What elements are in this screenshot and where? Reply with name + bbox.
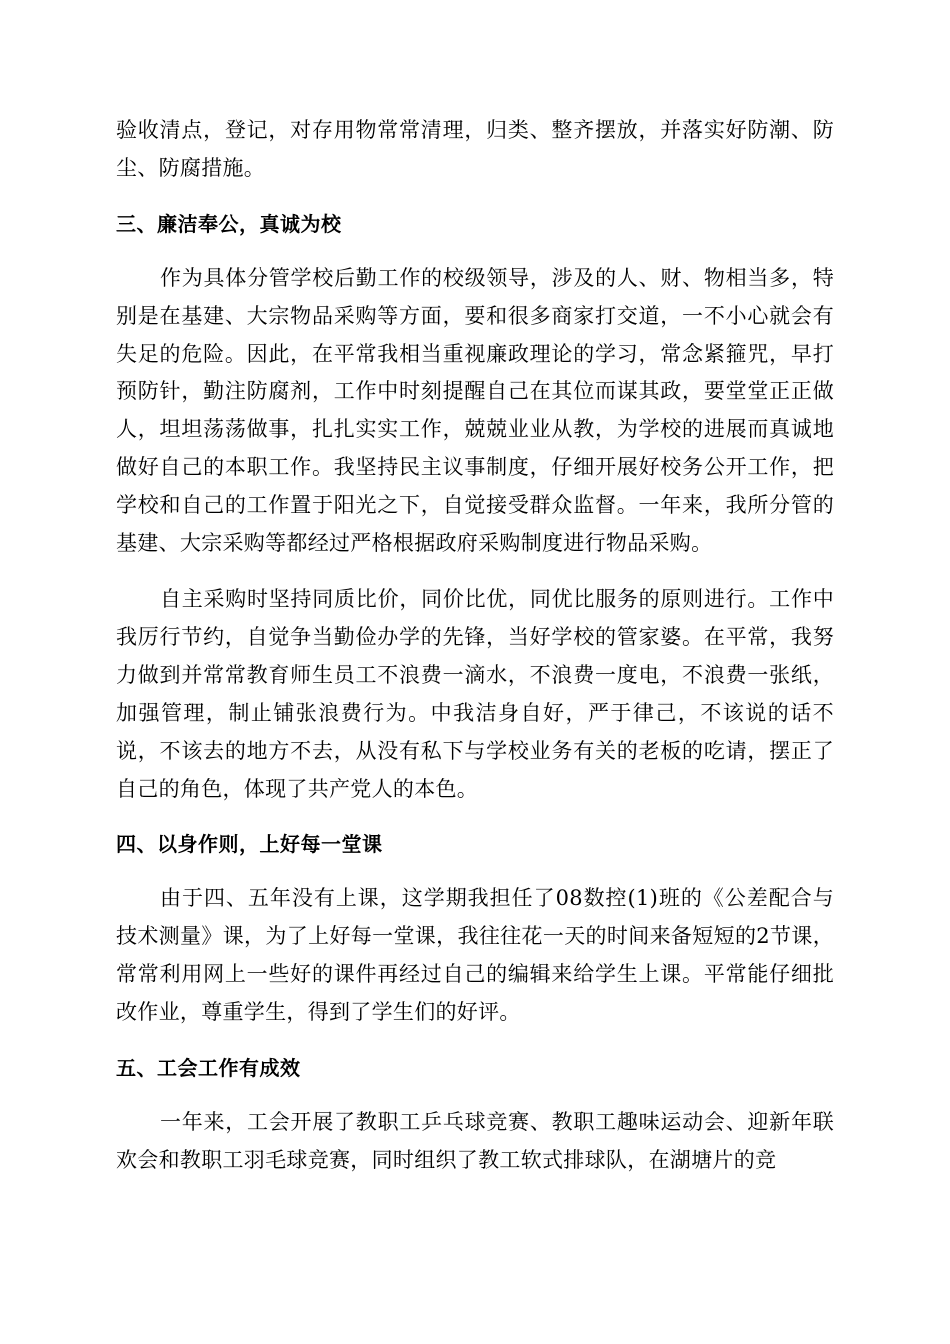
section-heading-union: 五、工会工作有成效 <box>116 1055 301 1080</box>
paragraph-union-activities: 一年来，工会开展了教职工乒乓球竞赛、教职工趣味运动会、迎新年联欢会和教职工羽毛球竞赛，同时组织了教工软式排球队，在湖塘片的竞 <box>116 1109 834 1172</box>
document-body <box>116 112 834 1180</box>
paragraph-storage-management: 验收清点，登记，对存用物常常清理，归类、整齐摆放，并落实好防潮、防尘、防腐措施。 <box>116 118 834 180</box>
section-heading-teaching: 四、以身作则，上好每一堂课 <box>116 832 383 857</box>
paragraph-integrity-study: 作为具体分管学校后勤工作的校级领导，涉及的人、财、物相当多，特别是在基建、大宗物品采购等方面，要和很多商家打交道，一不小心就会有失足的危险。因此，在平常我相当重视廉政理论的学习，常念紧箍咒，早打预防针，勤注防腐剂，工作中时刻提醒自己在其位而谋其政，要堂堂正正做人，坦坦荡荡做事，扎扎实实工作，兢兢业业从教，为学校的进展而真诚地做好自己的本职工作。我坚持民主议事制度，仔细开展好校务公开工作，把学校和自己的工作置于阳光之下，自觉接受群众监督。一年来，我所分管的基建、大宗采购等都经过严格根据政府采购制度进行物品采购。 <box>116 265 834 556</box>
paragraph-procurement-thrift: 自主采购时坚持同质比价，同价比优，同优比服务的原则进行。工作中我厉行节约，自觉争当勤俭办学的先锋，当好学校的管家婆。在平常，我努力做到并常常教育师生员工不浪费一滴水，不浪费一度电，不浪费一张纸，加强管理，制止铺张浪费行为。中我洁身自好，严于律己，不该说的话不说，不该去的地方不去，从没有私下与学校业务有关的老板的吃请，摆正了自己的角色，体现了共产党人的本色。 <box>116 586 834 801</box>
paragraph-teaching: 由于四、五年没有上课，这学期我担任了08数控(1)班的《公差配合与技术测量》课，为了上好每一堂课，我往往花一天的时间来备短短的2节课，常常利用网上一些好的课件再经过自己的编辑来给学生上课。平常能仔细批改作业，尊重学生，得到了学生们的好评。 <box>116 886 834 1025</box>
section-heading-integrity: 三、廉洁奉公，真诚为校 <box>116 211 342 236</box>
